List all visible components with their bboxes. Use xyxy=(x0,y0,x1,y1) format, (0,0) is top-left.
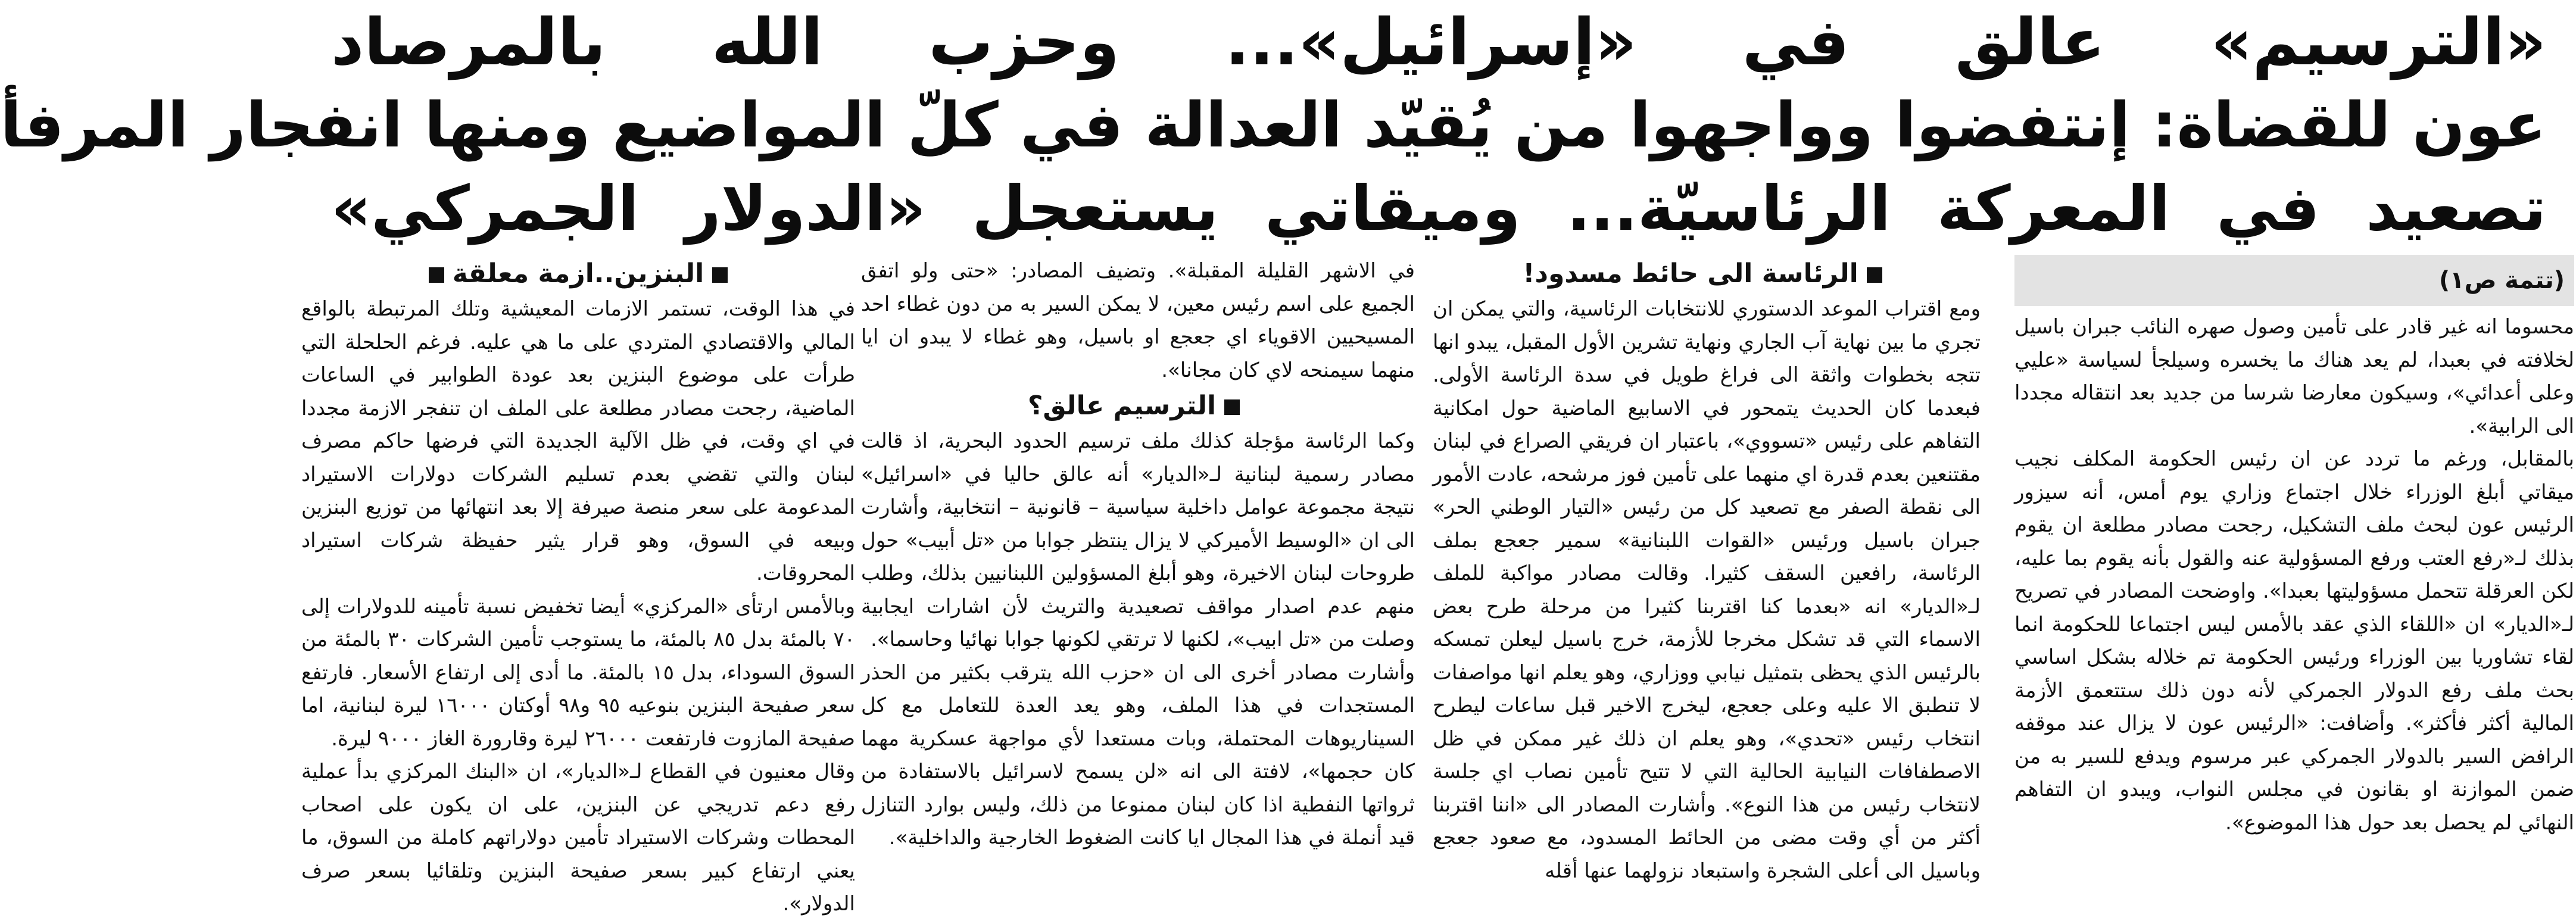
square-bullet-icon xyxy=(712,267,728,283)
column-3-paragraph: وأشارت مصادر أخرى الى ان «حزب الله يترقب بكثير من الحذر المستجدات في هذا الملف، وهو يعد العدة للتعامل مع كل السيناريوهات المحتملة، وبات مستعدا لأي مواجهة عسكرية مهما كان حجمها»، لافتة الى انه «لن يسمح لاسرائيل بالاستفادة من ثرواتها النفطية اذا كان لبنان ممنوعا من ذلك، وليس بوارد التنازل قيد أنملة في هذا المجال ايا كانت الضغوط الخارجية والداخلية». xyxy=(861,660,1415,850)
column-4-paragraph: وقال معنيون في القطاع لـ«الديار»، ان «البنك المركزي بدأ عملية رفع دعم تدريجي عن البنزين، على ان يكون على اصحاب المحطات وشركات الاستيراد تأمين دولاراتهم كاملة من السوق، ما يعني ارتفاع كبير بسعر صفيحة البنزين وتلقائيا بسعر صرف الدولار». xyxy=(301,760,855,916)
square-bullet-icon xyxy=(1867,267,1882,283)
headline-line-3: تصعيد في المعركة الرئاسيّة... وميقاتي يستعجل «الدولار الجمركي» xyxy=(331,172,2546,245)
article-column-2 xyxy=(1433,255,1981,898)
square-bullet-icon xyxy=(429,267,444,283)
subhead-fuel-text: البنزين..ازمة معلقة xyxy=(452,258,704,289)
subhead-presidency-text: الرئاسة الى حائط مسدود! xyxy=(1523,258,1858,289)
square-bullet-icon xyxy=(1224,399,1240,415)
subhead-presidency xyxy=(1433,255,1981,293)
subhead-demarcation xyxy=(861,387,1415,425)
headline-line-1: «الترسيم» عالق في «إسرائيل»... وحزب الله بالمرصاد xyxy=(331,5,2546,80)
article-column-1 xyxy=(2014,255,2574,898)
headline-line-2: عون للقضاة: إنتفضوا وواجهوا من يُقيّد العدالة في كلّ المواضيع ومنها انفجار المرفأ xyxy=(0,89,2546,161)
column-3-paragraph: في الاشهر القليلة المقبلة». وتضيف المصادر: «حتى ولو اتفق الجميع على اسم رئيس معين، لا يمكن السير به من دون غطاء احد المسيحيين الاقوياء اي جعجع او باسيل، وهو غطاء لا يبدو ان ايا منهما سيمنحه لاي كان مجانا». xyxy=(861,259,1415,382)
column-2-paragraph: ومع اقتراب الموعد الدستوري للانتخابات الرئاسية، والتي يمكن ان تجري ما بين نهاية آب الجاري ونهاية تشرين الأول المقبل، يبدو انها تتجه بخطوات واثقة الى فراغ طويل في سدة الرئاسة الأولى. فبعدما كان الحديث يتمحور في الاسابيع الماضية حول امكانية التفاهم على رئيس «تسووي»، باعتبار ان فريقي الصراع في لبنان مقتنعين بعدم قدرة اي منهما على تأمين فوز مرشحه، عادت الأمور الى نقطة الصفر مع تصعيد كل من رئيس «التيار الوطني الحر» جبران باسيل ورئيس «القوات اللبنانية» سمير جعجع بملف الرئاسة، رافعين السقف كثيرا. وقالت مصادر مواكبة للملف لـ«الديار» انه «بعدما كنا اقتربنا كثيرا من مرحلة طرح بعض الاسماء التي قد تشكل مخرجا للأزمة، خرج باسيل ليعلن تمسكه بالرئيس الذي يحظى بتمثيل نيابي ووزاري، وهو يعلم انها مواصفات لا تنطبق الا عليه وعلى جعجع، ليخرج الاخير قبل ساعات ليطرح انتخاب رئيس «تحدي»، وهو يعلم ان ذلك غير ممكن في ظل الاصطفافات النيابية الحالية التي لا تتيح تأمين نصاب اي جلسة لانتخاب رئيس من هذا النوع». وأشارت المصادر الى «اننا اقتربنا أكثر من أي وقت مضى من الحائط المسدود، مع صعود جعجع وباسيل الى أعلى الشجرة واستبعاد نزولهما عنها أقله xyxy=(1433,297,1981,883)
subhead-demarcation-text: الترسيم عالق؟ xyxy=(1027,391,1217,421)
subhead-fuel xyxy=(301,255,855,293)
continuation-label: (تتمة ص١) xyxy=(2014,255,2574,306)
column-4-paragraph: وبالأمس ارتأى «المركزي» أيضا تخفيض نسبة تأمينه للدولارات إلى ٧٠ بالمئة بدل ٨٥ بالمئة، ما يستوجب تأمين الشركات ٣٠ بالمئة من السوق السوداء، بدل ١٥ بالمئة. ما أدى إلى ارتفاع الأسعار. فارتفع سعر صفيحة البنزين بنوعيه ٩٥ و٩٨ أوكتان ١٦٠٠٠ ليرة لبنانية، اما صفيحة المازوت فارتفعت ٢٦٠٠٠ ليرة وقارورة الغاز ٩٠٠٠ ليرة. xyxy=(301,594,855,751)
column-3-paragraph: وكما الرئاسة مؤجلة كذلك ملف ترسيم الحدود البحرية، اذ قالت مصادر رسمية لبنانية لـ«الديار» أنه عالق حاليا في «اسرائيل» نتيجة مجموعة عوامل داخلية سياسية – قانونية – انتخابية، وأشارت الى ان «الوسيط الأميركي لا يزال ينتظر جوابا من «تل أبيب» حول طروحات لبنان الاخيرة، وهو أبلغ المسؤولين اللبنانيين بذلك، وطلب منهم عدم اصدار مواقف تصعيدية والتريث لأن اشارات ايجابية وصلت من «تل ابيب»، لكنها لا ترتقي لكونها جوابا نهائيا وحاسما». xyxy=(861,429,1415,651)
column-1-paragraph: بالمقابل، ورغم ما تردد عن ان رئيس الحكومة المكلف نجيب ميقاتي أبلغ الوزراء خلال اجتماع وزاري يوم أمس، أنه سيزور الرئيس عون لبحث ملف التشكيل، رجحت مصادر مطلعة ان يقوم بذلك لـ«رفع العتب ورفع المسؤولية عنه والقول بأنه يقوم بما عليه، لكن العرقلة تتحمل مسؤوليتها بعبدا». واوضحت المصادر في تصريح لـ«الديار» ان «اللقاء الذي عقد بالأمس ليس اجتماعا للحكومة انما لقاء تشاوريا بين الوزراء ورئيس الحكومة تم خلاله بشكل اساسي بحث ملف رفع الدولار الجمركي لأنه دون ذلك ستتعمق الأزمة المالية أكثر فأكثر». وأضافت: «الرئيس عون لا يزال عند موقفه الرافض السير بالدولار الجمركي عبر مرسوم ويدفع للسير به من ضمن الموازنة او بقانون في مجلس النواب، ويبدو ان التفاهم النهائي لم يحصل بعد حول هذا الموضوع». xyxy=(2014,447,2574,835)
column-1-paragraph: محسوما انه غير قادر على تأمين وصول صهره النائب جبران باسيل لخلافته في بعبدا، لم يعد هناك ما يخسره وسيلجأ لسياسة «عليي وعلى أعدائي»، وسيكون معارضا شرسا من جديد بعد انتقاله مجددا الى الرابية». xyxy=(2014,315,2574,438)
column-4-paragraph: في هذا الوقت، تستمر الازمات المعيشية وتلك المرتبطة بالواقع المالي والاقتصادي المتردي على ما هي عليه. فرغم الحلحلة التي طرأت على موضوع البنزين بعد عودة الطوابير في الساعات الماضية، رجحت مصادر مطلعة على الملف ان تنفجر الازمة مجددا في اي وقت، في ظل الآلية الجديدة التي فرضها حاكم مصرف لبنان والتي تقضي بعدم تسليم الشركات دولارات الاستيراد المدعومة على سعر منصة صيرفة إلا بعد انتهائها من توزيع البنزين وبيعه في السوق، وهو قرار يثير حفيظة شركات استيراد المحروقات. xyxy=(301,297,855,585)
article-column-3 xyxy=(861,255,1415,898)
article-column-4 xyxy=(301,255,855,916)
